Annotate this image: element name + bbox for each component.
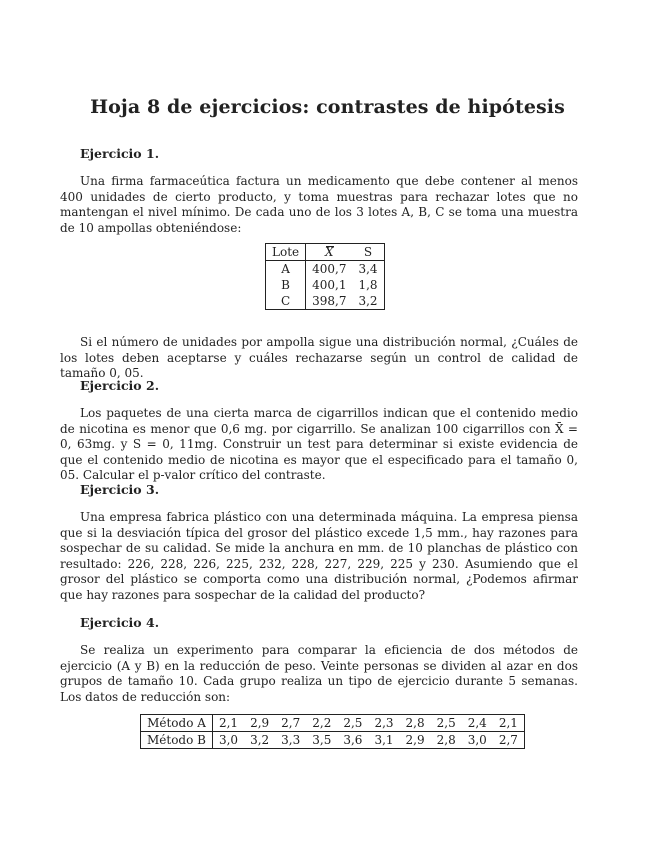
x-bar-symbol: X — [325, 245, 334, 259]
table-row — [266, 261, 385, 278]
table-cell: 3,0 — [467, 733, 487, 747]
table-header-cell — [306, 244, 353, 261]
table-cell: 2,3 — [368, 715, 399, 732]
table-cell: 2,1 — [493, 715, 525, 732]
table-cell: 400,7 — [312, 262, 347, 276]
table-cell: 3,4 — [358, 262, 378, 276]
table-cell: 2,5 — [337, 715, 368, 732]
row-label: Método A — [141, 715, 213, 732]
exercise-1-heading: Ejercicio 1. — [80, 146, 160, 161]
table-cell: A — [266, 261, 306, 278]
exercise-2-paragraph: Los paquetes de una cierta marca de cigarrillos indican que el contenido medio de nicotina es menor que 0,6 mg. por cigarrillo. Se analizan 100 cigarrillos con X̄ = 0, 63mg. y S = 0, 11mg. Construir un test para determinar si existe evidencia de que el contenido medio de nicotina es mayor que el especificado para el tamaño 0, 05. Calcular el p-valor crítico del contraste. — [60, 406, 578, 483]
table-cell: 2,8 — [436, 733, 456, 747]
table-cell: 2,4 — [462, 715, 493, 732]
page-title: Hoja 8 de ejercicios: contrastes de hipótesis — [90, 96, 565, 118]
table-cell: 400,1 — [312, 278, 347, 292]
table-header-cell: Lote — [266, 244, 306, 261]
table-cell: 2,1 — [212, 715, 244, 732]
table-cell: 3,0 — [218, 733, 239, 747]
table-cell: 3,2 — [358, 294, 378, 308]
table-row — [141, 715, 525, 732]
table-cell: 3,3 — [281, 733, 301, 747]
table-cell: 398,7 — [312, 294, 347, 308]
table-row — [266, 277, 385, 293]
table-row — [141, 732, 525, 749]
exercise-4-heading: Ejercicio 4. — [80, 615, 160, 630]
exercise-3-paragraph: Una empresa fabrica plástico con una determinada máquina. La empresa piensa que si la desviación típica del grosor del plástico excede 1,5 mm., hay razones para sospechar de su calidad. Se mide la anchura en mm. de 10 planchas de plástico con resultado: 226, 228, 226, 225, 232, 228, 227, 229, 225 y 230. Asumiendo que el grosor del plástico se comporta como una distribución normal, ¿Podemos afirmar que hay razones para sospechar de la calidad del producto? — [60, 510, 578, 602]
table-cell: 2,5 — [431, 715, 462, 732]
table-header-cell: S — [352, 244, 384, 261]
methods-table — [140, 714, 525, 749]
table-cell: 3,2 — [250, 733, 270, 747]
row-label: Método B — [141, 732, 213, 749]
table-cell: B — [266, 277, 306, 293]
table-cell: 2,8 — [400, 715, 431, 732]
table-cell: 2,7 — [498, 733, 518, 747]
table-cell: 2,9 — [244, 715, 275, 732]
table-cell: 2,2 — [306, 715, 337, 732]
exercise-1-question: Si el número de unidades por ampolla sigue una distribución normal, ¿Cuáles de los lotes deben aceptarse y cuáles rechazarse según un control de calidad de tamaño 0, 05. — [60, 335, 578, 381]
table-cell: 2,9 — [405, 733, 425, 747]
table-cell: C — [266, 293, 306, 310]
lots-table — [265, 243, 385, 310]
table-cell: 2,7 — [275, 715, 306, 732]
table-header-row — [266, 244, 385, 261]
exercise-3-heading: Ejercicio 3. — [80, 482, 160, 497]
table-cell: 3,1 — [374, 733, 394, 747]
exercise-1-paragraph: Una firma farmaceútica factura un medicamento que debe contener al menos 400 unidades de cierto producto, y toma muestras para rechazar lotes que no mantengan el nivel mínimo. De cada uno de los 3 lotes A, B, C se toma una muestra de 10 ampollas obteniéndose: — [60, 174, 578, 235]
table-row — [266, 293, 385, 310]
table-cell: 3,5 — [312, 733, 332, 747]
exercise-4-paragraph: Se realiza un experimento para comparar la eficiencia de dos métodos de ejercicio (A y B) en la reducción de peso. Veinte personas se dividen al azar en dos grupos de tamaño 10. Cada grupo realiza un tipo de ejercicio durante 5 semanas. Los datos de reducción son: — [60, 643, 578, 704]
exercise-2-heading: Ejercicio 2. — [80, 378, 160, 393]
table-cell: 3,6 — [343, 733, 363, 747]
table-cell: 1,8 — [358, 278, 378, 292]
